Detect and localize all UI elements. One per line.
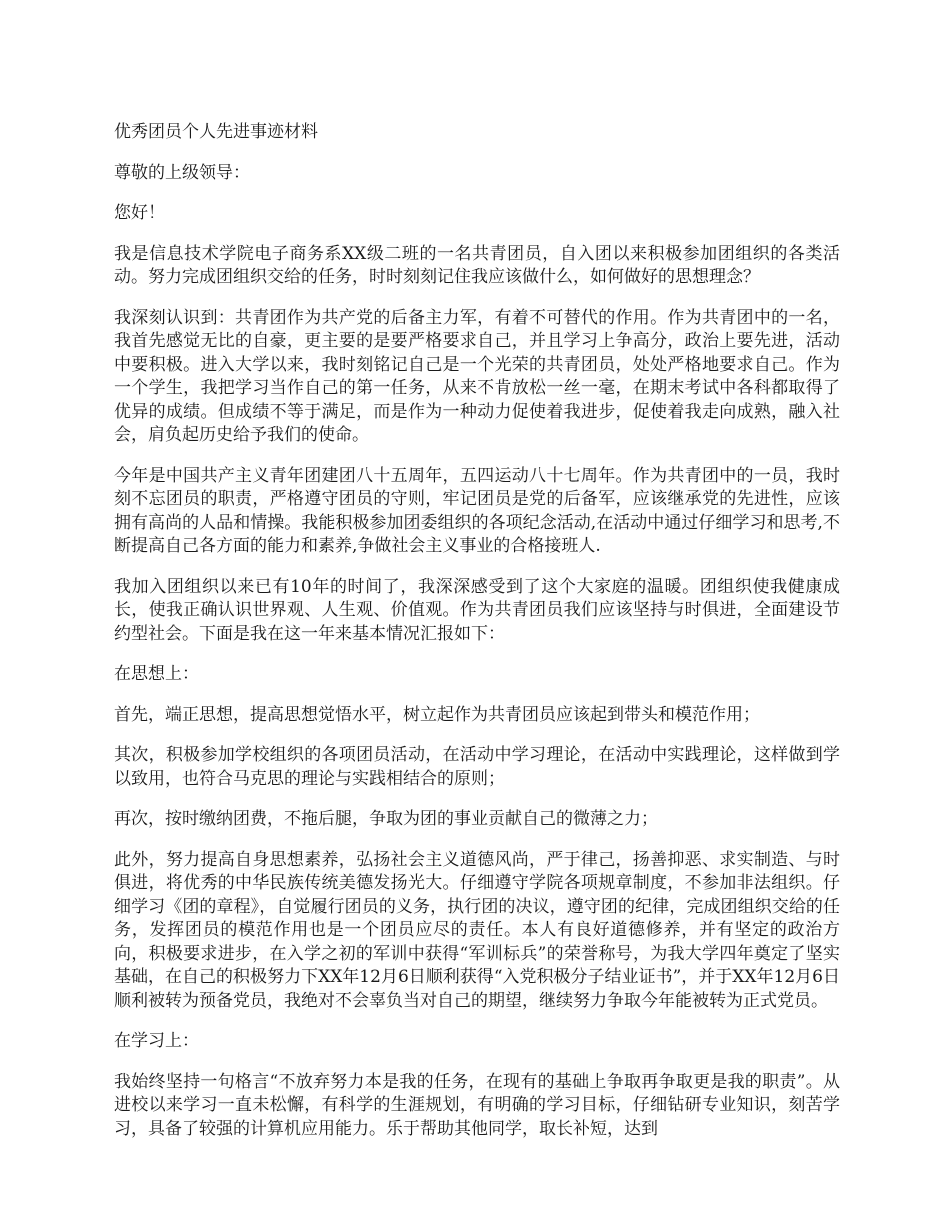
greeting: 您好！ <box>114 203 165 223</box>
section-heading-study: 在学习上： <box>114 1031 199 1051</box>
paragraph-study: 我始终坚持一句格言“不放弃努力本是我的任务，在现有的基础上争取再争取更是我的职责”。从进校以来学习一直未松懈，有科学的生涯规划，有明确的学习目标，仔细钻研专业知识，刻苦学习，具备了较强的计算机应用能力。乐于帮助其他同学，取长补短，达到 <box>114 1071 840 1139</box>
paragraph-second: 其次，积极参加学校组织的各项团员活动，在活动中学习理论，在活动中实践理论，这样做到学以致用，也符合马克思的理论与实践相结合的原则； <box>114 745 840 789</box>
paragraph-membership: 我加入团组织以来已有10年的时间了，我深深感受到了这个大家庭的温暖。团组织使我健康成长，使我正确认识世界观、人生观、价值观。作为共青团员我们应该坚持与时俱进，全面建设节约型社会。下面是我在这一年来基本情况汇报如下： <box>114 576 840 644</box>
paragraph-third: 再次，按时缴纳团费，不拖后腿，争取为团的事业贡献自己的微薄之力； <box>114 809 658 829</box>
paragraph-furthermore: 此外，努力提高自身思想素养，弘扬社会主义道德风尚，严于律己，扬善抑恶、求实制造、与时俱进，将优秀的中华民族传统美德发扬光大。仔细遵守学院各项规章制度，不参加非法组织。仔细学习《团的章程》，自觉履行团员的义务，执行团的决议，遵守团的纪律，完成团组织交给的任务，发挥团员的模范作用也是一个团员应尽的责任。本人有良好道德修养，并有坚定的政治方向，积极要求进步，在入学之初的军训中获得“军训标兵”的荣誉称号，为我大学四年奠定了坚实基础，在自己的积极努力下XX年12月6日顺利获得“入党积极分子结业证书”，并于XX年12月6日顺利被转为预备党员，我绝对不会辜负当对自己的期望，继续努力争取今年能被转为正式党员。 <box>114 849 840 1011</box>
paragraph-awareness: 我深刻认识到：共青团作为共产党的后备主力军，有着不可替代的作用。作为共青团中的一名，我首先感觉无比的自豪，更主要的是要严格要求自己，并且学习上争高分，政治上要先进，活动中要积极。进入大学以来，我时刻铭记自己是一个光荣的共青团员，处处严格地要求自己。作为一个学生，我把学习当作自己的第一任务，从来不肯放松一丝一毫，在期末考试中各科都取得了优异的成绩。但成绩不等于满足，而是作为一种动力促使着我进步，促使着我走向成熟，融入社会，肩负起历史给予我们的使命。 <box>114 307 840 445</box>
document-title: 优秀团员个人先进事迹材料 <box>114 122 318 142</box>
paragraph-intro: 我是信息技术学院电子商务系XX级二班的一名共青团员，自入团以来积极参加团组织的各类活动。努力完成团组织交给的任务，时时刻刻记住我应该做什么，如何做好的思想理念？ <box>114 243 840 287</box>
document-body <box>114 121 840 1158</box>
paragraph-first: 首先，端正思想，提高思想觉悟水平，树立起作为共青团员应该起到带头和模范作用； <box>114 704 760 725</box>
section-heading-ideology: 在思想上： <box>114 664 199 684</box>
paragraph-anniversary: 今年是中国共产主义青年团建团八十五周年，五四运动八十七周年。作为共青团中的一员，我时刻不忘团员的职责，严格遵守团员的守则，牢记团员是党的后备军，应该继承党的先进性，应该拥有高尚的人品和情操。我能积极参加团委组织的各项纪念活动,在活动中通过仔细学习和思考,不断提高自己各方面的能力和素养,争做社会主义事业的合格接班人. <box>114 465 840 556</box>
salutation: 尊敬的上级领导： <box>114 162 250 183</box>
